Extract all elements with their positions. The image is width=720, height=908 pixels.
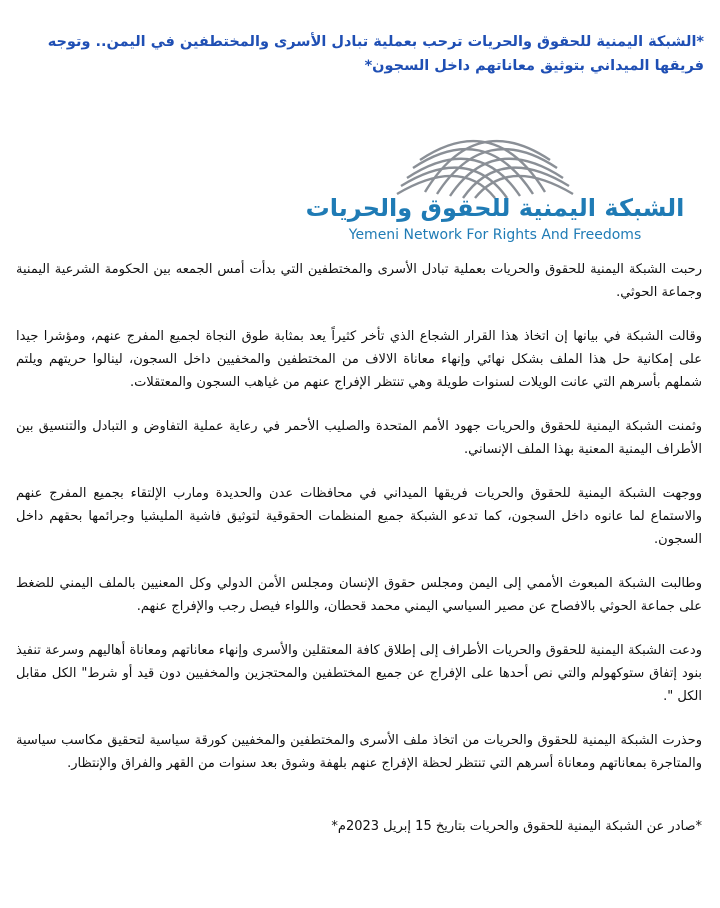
paragraph-1: رحبت الشبكة اليمنية للحقوق والحريات بعملية تبادل الأسرى والمختطفين التي بدأت أمس الجمعه بين الحكومة الشرعية اليمنية وجماعة الحوثي. [16,262,702,300]
paragraph-2: وقالت الشبكة في بيانها إن اتخاذ هذا القرار الشجاع الذي تأخر كثيراً يعد بمثابة طوق النجاة لجميع المفرج عنهم، ومؤشرا جيدا على إمكانية حل هذا الملف بشكل نهائي وإنهاء معاناة الالاف من المختطفين والمخفيين داخل السجون، لينالوا حريتهم ويلتم شملهم بأسرهم التي عانت الويلات لسنوات طويلة وهي تنتظر الإفراج عنهم من غياهب السجون والمعتقلات. [16,329,702,390]
paragraph-6: ودعت الشبكة اليمنية للحقوق والحريات الأطراف إلى إطلاق كافة المعتقلين والأسرى وإنهاء معاناتهم ومعاناة أهاليهم وسرعة تنفيذ بنود إتفاق ستوكهولم والتي نص أحدها على الإفراج عن جميع المختطفين والمحتجزين والمخفيين دون قيد أو شرط" الكل مقابل الكل ". [16,643,702,704]
document-headline: *الشبكة اليمنية للحقوق والحريات ترحب بعملية تبادل الأسرى والمختطفين في اليمن.. وتوجه فريقها الميداني بتوثيق معاناتهم داخل السجون* [47,34,704,74]
network-logo [305,120,685,250]
issued-by-line: *صادر عن الشبكة اليمنية للحقوق والحريات بتاريخ 15 إبريل 2023م* [331,819,702,834]
network-logo-graphic [305,120,685,250]
paragraph-3: وثمنت الشبكة اليمنية للحقوق والحريات جهود الأمم المتحدة والصليب الأحمر في رعاية عملية التفاوض و التبادل والتنسيق بين الأطراف اليمنية المعنية بهذا الملف الإنساني. [16,419,702,457]
paragraph-4: ووجهت الشبكة اليمنية للحقوق والحريات فريقها الميداني في محافظات عدن والحديدة ومارب الإلتقاء بجميع المفرج عنهم والاستماع لما عانوه داخل السجون، كما تدعو الشبكة جميع المنظمات الحقوقية لتوثيق فاشية المليشيا وجرائمها بحقهم داخل السجون. [16,486,702,547]
paragraph-5: وطالبت الشبكة المبعوث الأممي إلى اليمن ومجلس حقوق الإنسان ومجلس الأمن الدولي وكل المعنيين بالملف اليمني للضغط على جماعة الحوثي بالافصاح عن مصير السياسي اليمني محمد قحطان، واللواء فيصل رجب والإفراج عنهم. [16,576,702,614]
logo-arcs-icon [397,141,573,198]
logo-english-name: Yemeni Network For Rights And Freedoms [348,227,642,243]
logo-arabic-name: الشبكة اليمنية للحقوق والحريات [305,194,685,222]
paragraph-7: وحذرت الشبكة اليمنية للحقوق والحريات من اتخاذ ملف الأسرى والمختطفين والمخفيين كورقة سياسية لتحقيق مكاسب سياسية والمتاجرة بمعاناتهم ومعاناة أسرهم التي تنتظر لحظة الإفراج عنهم بلهفة وشوق بعد سنوات من القهر والفراق والإنتظار. [16,733,702,771]
statement-body [16,258,702,796]
